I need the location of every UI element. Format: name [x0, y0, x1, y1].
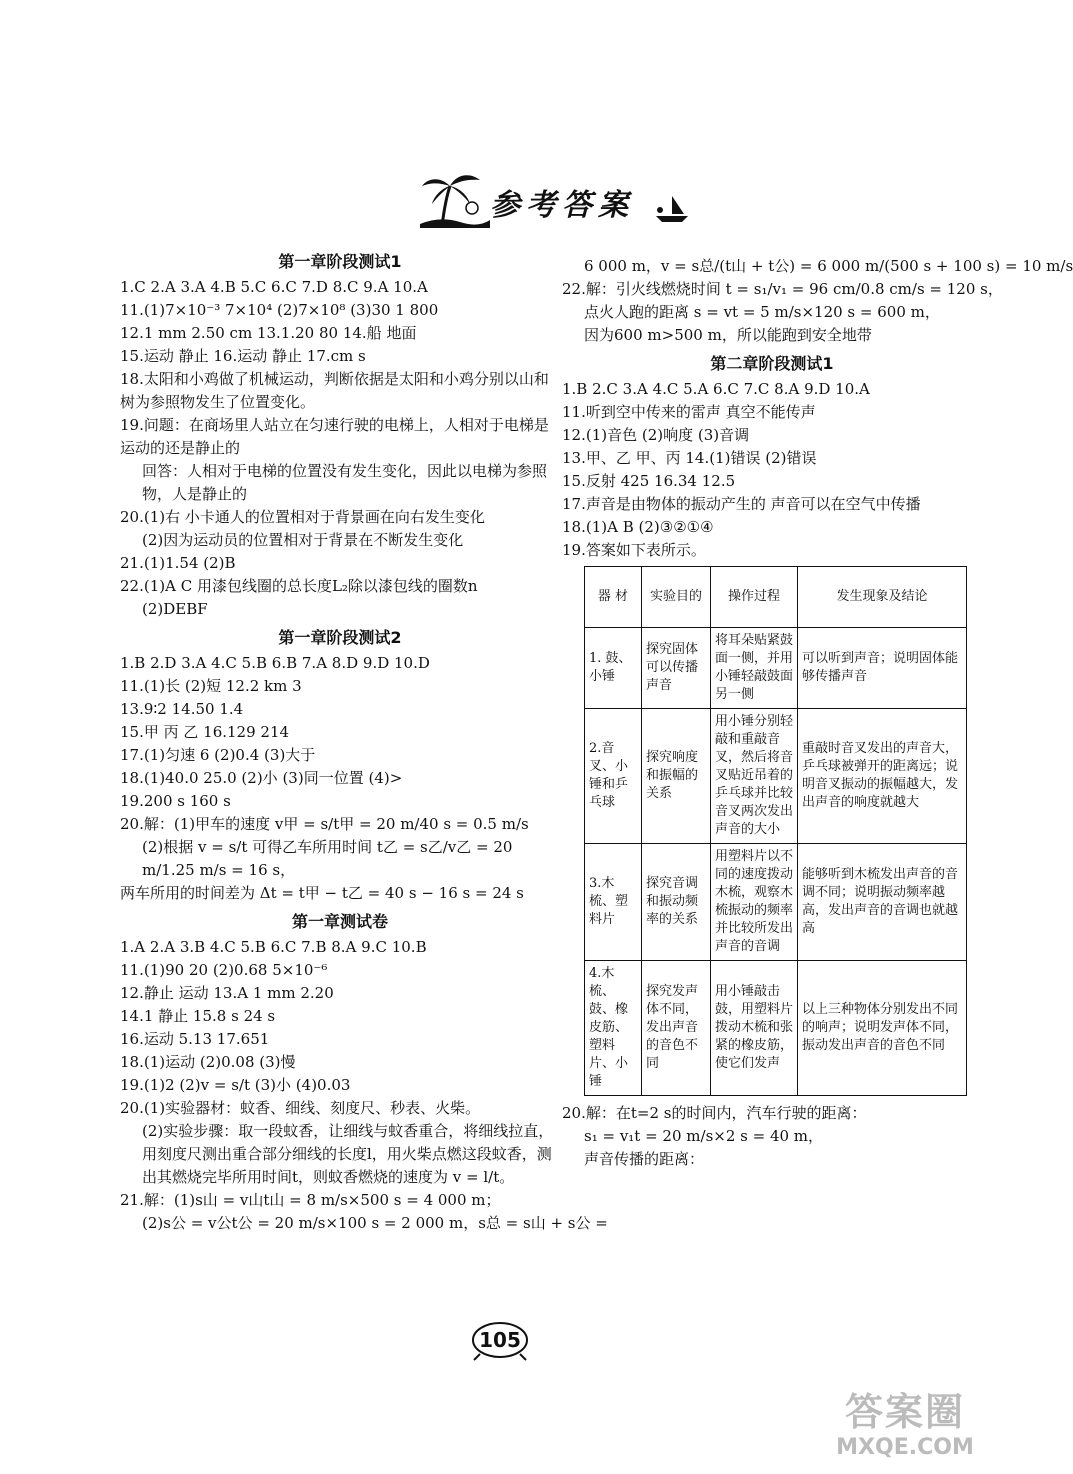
answer-line: 11.(1)90 20 (2)0.68 5×10⁻⁶: [120, 961, 328, 979]
table-cell: 4.木梳、鼓、橡皮筋、塑料片、小锤: [585, 961, 642, 1096]
watermark-title: 答案圈: [844, 1390, 965, 1434]
answer-line: 11.(1)长 (2)短 12.2 km 3: [120, 677, 302, 695]
answer-line: 12.1 mm 2.50 cm 13.1.20 80 14.船 地面: [120, 324, 417, 342]
answer-line: 18.(1)运动 (2)0.08 (3)慢: [120, 1053, 296, 1071]
answer-line: 19.(1)2 (2)v = s/t (3)小 (4)0.03: [120, 1076, 351, 1094]
answer-line: 19.答案如下表所示。: [562, 541, 706, 559]
experiment-table: [584, 566, 967, 1096]
page-number-text: 105: [479, 1328, 521, 1352]
page-number: [470, 1320, 530, 1360]
answer-line: 6 000 m，v = s总/(t山 + t公) = 6 000 m/(500 s + 100 s) = 10 m/s: [584, 257, 1073, 275]
answer-banner: [420, 170, 690, 228]
answer-line: 18.(1)40.0 25.0 (2)小 (3)同一位置 (4)>: [120, 769, 403, 787]
table-cell: 用小锤分别轻敲和重敲音叉，然后将音叉贴近吊着的乒乓球并比较音叉两次发出声音的大小: [711, 709, 798, 844]
banner-title: 参考答案: [490, 188, 634, 223]
answer-line: 因为600 m>500 m，所以能跑到安全地带: [584, 326, 872, 344]
answer-line: 17.声音是由物体的振动产生的 声音可以在空气中传播: [562, 495, 921, 513]
answer-line: 12.(1)音色 (2)响度 (3)音调: [562, 426, 750, 444]
table-cell: 探究固体可以传播声音: [642, 628, 711, 709]
table-cell: 探究响度和振幅的关系: [642, 709, 711, 844]
answer-line: 22.(1)A C 用漆包线圈的总长度L₂除以漆包线的圈数n: [120, 577, 478, 595]
answer-line: 17.(1)匀速 6 (2)0.4 (3)大于: [120, 746, 316, 764]
answer-line: 20.解：(1)甲车的速度 v甲 = s/t甲 = 20 m/40 s = 0.5 m/s: [120, 815, 529, 833]
answer-line: 19.200 s 160 s: [120, 792, 231, 810]
table-header: 发生现象及结论: [798, 567, 967, 628]
answer-line: 15.甲 丙 乙 16.129 214: [120, 723, 290, 741]
answer-line: (2)因为运动员的位置相对于背景在不断发生变化: [142, 531, 464, 549]
table-header: 实验目的: [642, 567, 711, 628]
watermark-url: MXQE.COM: [836, 1435, 974, 1460]
answer-line: 11.听到空中传来的雷声 真空不能传声: [562, 403, 816, 421]
answer-line: 20.(1)实验器材：蚊香、细线、刻度尺、秒表、火柴。: [120, 1099, 481, 1117]
table-row: [585, 844, 967, 961]
answer-line: (2)DEBF: [142, 600, 208, 618]
table-header: 操作过程: [711, 567, 798, 628]
answer-line: 点火人跑的距离 s = vt = 5 m/s×120 s = 600 m，: [584, 303, 940, 321]
table-row: [585, 709, 967, 844]
answer-line: 1.B 2.D 3.A 4.C 5.B 6.B 7.A 8.D 9.D 10.D: [120, 654, 430, 672]
table-cell: 探究发声体不同，发出声音的音色不同: [642, 961, 711, 1096]
section-title: 第一章阶段测试2: [278, 628, 402, 647]
table-cell: 探究音调和振动频率的关系: [642, 844, 711, 961]
table-cell: 以上三种物体分别发出不同的响声；说明发声体不同，振动发出声音的音色不同: [798, 961, 967, 1096]
answer-line: s₁ = v₁t = 20 m/s×2 s = 40 m，: [584, 1127, 824, 1145]
table-row: [585, 628, 967, 709]
answer-line: 13.9∶2 14.50 1.4: [120, 700, 244, 718]
table-cell: 用小锤敲击鼓，用塑料片拨动木梳和张紧的橡皮筋，使它们发声: [711, 961, 798, 1096]
table-cell: 2.音叉、小锤和乒乓球: [585, 709, 642, 844]
answer-line: 21.解：(1)s山 = v山t山 = 8 m/s×500 s = 4 000 m；: [120, 1191, 501, 1209]
table-cell: 可以听到声音；说明固体能够传播声音: [798, 628, 967, 709]
answer-line: 16.运动 5.13 17.651: [120, 1030, 270, 1048]
answer-line: 22.解：引火线燃烧时间 t = s₁/v₁ = 96 cm/0.8 cm/s = 120 s，: [562, 280, 1003, 298]
right-column: [562, 255, 1073, 1171]
table-cell: 将耳朵贴紧鼓面一侧，并用小锤轻敲鼓面另一侧: [711, 628, 798, 709]
section-title: 第二章阶段测试1: [710, 354, 834, 373]
answer-line: 15.反射 425 16.34 12.5: [562, 472, 736, 490]
answer-line: 14.1 静止 15.8 s 24 s: [120, 1007, 276, 1025]
answer-line: 1.C 2.A 3.A 4.B 5.C 6.C 7.D 8.C 9.A 10.A: [120, 278, 428, 296]
table-cell: 用塑料片以不同的速度拨动木梳，观察木梳振动的频率并比较所发出声音的音调: [711, 844, 798, 961]
section-title: 第一章测试卷: [291, 912, 388, 931]
answer-line: 20.(1)右 小卡通人的位置相对于背景画在向右发生变化: [120, 508, 485, 526]
section-title: 第一章阶段测试1: [278, 252, 402, 271]
answer-line: (2)根据 v = s/t 可得乙车所用时间 t乙 = s乙/v乙 = 20 m/1.25 m/s = 16 s，: [142, 838, 513, 879]
answer-line: 12.静止 运动 13.A 1 mm 2.20: [120, 984, 334, 1002]
answer-line: (2)s公 = v公t公 = 20 m/s×100 s = 2 000 m，s总 = s山 + s公 =: [142, 1214, 608, 1232]
answer-line: 13.甲、乙 甲、丙 14.(1)错误 (2)错误: [562, 449, 817, 467]
left-column: [120, 245, 608, 1235]
answer-line: 19.问题：在商场里人站立在匀速行驶的电梯上，人相对于电梯是运动的还是静止的: [120, 416, 549, 457]
answer-line: 1.A 2.A 3.B 4.C 5.B 6.C 7.B 8.A 9.C 10.B: [120, 938, 427, 956]
answer-line: 20.解：在t=2 s的时间内，汽车行驶的距离：: [562, 1104, 867, 1122]
answer-line: 回答：人相对于电梯的位置没有发生变化，因此以电梯为参照物，人是静止的: [142, 462, 548, 503]
answer-line: 18.(1)A B (2)③②①④: [562, 518, 714, 536]
table-header: 器 材: [585, 567, 642, 628]
answer-line: 21.(1)1.54 (2)B: [120, 554, 236, 572]
answer-line: (2)实验步骤：取一段蚊香，让细线与蚊香重合，将细线拉直，用刻度尺测出重合部分细线的长度l，用火柴点燃这段蚊香，测出其燃烧完毕所用时间t，则蚊香燃烧的速度为 v = l/t。: [142, 1122, 554, 1186]
answer-line: 15.运动 静止 16.运动 静止 17.cm s: [120, 347, 366, 365]
answer-line: 声音传播的距离：: [584, 1150, 705, 1168]
answer-line: 1.B 2.C 3.A 4.C 5.A 6.C 7.C 8.A 9.D 10.A: [562, 380, 870, 398]
table-cell: 重敲时音叉发出的声音大，乒乓球被弹开的距离远；说明音叉振动的振幅越大，发出声音的响度就越大: [798, 709, 967, 844]
table-cell: 1. 鼓、小锤: [585, 628, 642, 709]
table-row: [585, 961, 967, 1096]
boat-icon: [652, 194, 692, 224]
table-cell: 3.木梳、塑料片: [585, 844, 642, 961]
answer-line: 11.(1)7×10⁻³ 7×10⁴ (2)7×10⁸ (3)30 1 800: [120, 301, 439, 319]
palm-tree-icon: [420, 170, 490, 228]
table-header-row: [585, 567, 967, 628]
answer-line: 两车所用的时间差为 Δt = t甲 − t乙 = 40 s − 16 s = 24 s: [120, 884, 524, 902]
answer-line: 18.太阳和小鸡做了机械运动，判断依据是太阳和小鸡分别以山和树为参照物发生了位置变化。: [120, 370, 549, 411]
watermark-logo: [815, 1390, 995, 1474]
table-cell: 能够听到木梳发出声音的音调不同；说明振动频率越高，发出声音的音调也就越高: [798, 844, 967, 961]
